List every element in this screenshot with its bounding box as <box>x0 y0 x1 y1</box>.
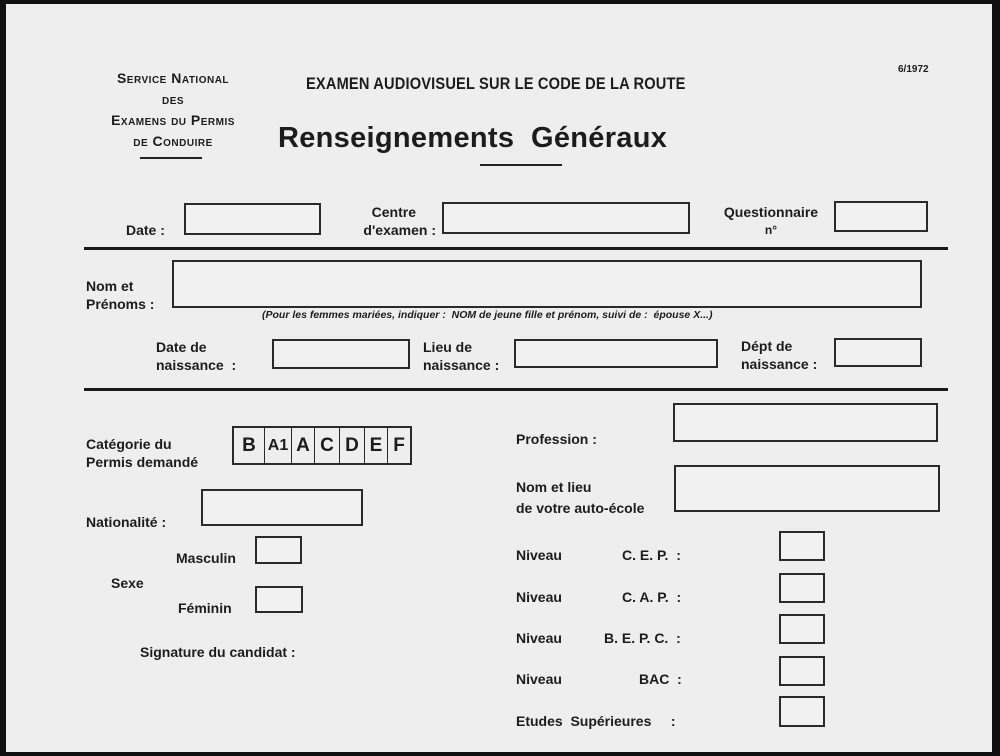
profession-field[interactable] <box>673 403 938 442</box>
nationalite-field[interactable] <box>201 489 363 526</box>
questionnaire-label <box>712 203 830 239</box>
masculin-checkbox[interactable] <box>255 536 302 564</box>
birth-place-field[interactable] <box>514 339 718 368</box>
service-line-1: Service National <box>116 70 230 86</box>
feminin-label: Féminin <box>178 600 232 616</box>
categorie-option-f[interactable]: F <box>393 434 405 456</box>
categorie-option-c[interactable]: C <box>315 428 340 463</box>
birth-date-field[interactable] <box>272 339 410 369</box>
etudes-checkbox[interactable] <box>779 696 825 727</box>
categorie-option-e[interactable]: E <box>365 428 388 463</box>
exam-title: EXAMEN AUDIOVISUEL SUR LE CODE DE LA ROUTE <box>306 74 686 93</box>
niveau-cep-label: C. E. P. : <box>622 547 681 563</box>
divider-1 <box>84 247 948 250</box>
form-reference: 6/1972 <box>898 64 929 75</box>
dept-label-line2: naissance : <box>741 356 818 372</box>
form-title-underline <box>480 164 562 166</box>
dept-field[interactable] <box>834 338 922 367</box>
niveau-bac-label: BAC : <box>639 671 682 687</box>
service-block <box>78 68 268 152</box>
autoecole-label-line1: Nom et lieu <box>516 479 592 495</box>
service-line-2: des <box>161 91 185 107</box>
sexe-label: Sexe <box>111 575 144 591</box>
niveau-bepc-word: Niveau <box>516 630 562 646</box>
niveau-bepc-checkbox[interactable] <box>779 614 825 644</box>
form-page <box>6 4 992 752</box>
nom-label-line1: Nom et <box>86 278 134 294</box>
niveau-bac-word: Niveau <box>516 671 562 687</box>
birth-place-label-line2: naissance : <box>423 357 500 373</box>
date-field[interactable] <box>184 203 321 235</box>
form-title: Renseignements Généraux <box>278 122 668 154</box>
categorie-option-a1[interactable]: A1 <box>265 428 292 463</box>
niveau-cep-word: Niveau <box>516 547 562 563</box>
categorie-option-d[interactable]: D <box>340 428 365 463</box>
centre-label-line1: Centre <box>371 204 416 220</box>
autoecole-label <box>516 477 644 519</box>
date-label: Date : <box>126 222 165 238</box>
divider-2 <box>84 388 948 391</box>
niveau-cap-label: C. A. P. : <box>622 589 682 605</box>
categorie-option-b[interactable]: B <box>234 428 265 463</box>
autoecole-field[interactable] <box>674 465 940 512</box>
dept-label <box>741 337 817 373</box>
categorie-selector <box>232 426 412 465</box>
centre-label <box>336 203 436 239</box>
feminin-checkbox[interactable] <box>255 586 303 613</box>
niveau-cap-checkbox[interactable] <box>779 573 825 603</box>
questionnaire-label-line1: Questionnaire <box>723 204 819 220</box>
niveau-bac-checkbox[interactable] <box>779 656 825 686</box>
centre-label-line2: d'examen : <box>363 222 436 238</box>
signature-label: Signature du candidat : <box>140 644 296 660</box>
dept-label-line1: Dépt de <box>741 338 793 354</box>
birth-date-label-line2: naissance : <box>156 357 237 373</box>
nationalite-label: Nationalité : <box>86 514 167 530</box>
questionnaire-field[interactable] <box>834 201 928 232</box>
categorie-option-a[interactable]: A <box>292 428 315 463</box>
birth-place-label-line1: Lieu de <box>423 339 473 355</box>
niveau-cap-word: Niveau <box>516 589 562 605</box>
birth-date-label-line1: Date de <box>156 339 207 355</box>
categorie-label-line1: Catégorie du <box>86 436 172 452</box>
service-underline <box>140 157 202 159</box>
questionnaire-label-line2: n° <box>764 223 778 237</box>
niveau-bepc-label: B. E. P. C. : <box>604 630 681 646</box>
birth-date-label <box>156 338 236 374</box>
categorie-label-line2: Permis demandé <box>86 454 199 470</box>
nom-label-line2: Prénoms : <box>86 296 155 312</box>
niveau-cep-checkbox[interactable] <box>779 531 825 561</box>
nom-label <box>86 277 154 313</box>
profession-label: Profession : <box>516 431 597 447</box>
etudes-label: Etudes Supérieures : <box>516 713 676 729</box>
categorie-label <box>86 435 198 471</box>
masculin-label: Masculin <box>176 550 236 566</box>
nom-hint: (Pour les femmes mariées, indiquer : NOM de jeune fille et prénom, suivi de : épouse X...) <box>262 309 713 321</box>
service-line-4: de Conduire <box>133 133 213 149</box>
birth-place-label <box>423 338 499 374</box>
service-line-3: Examens du Permis <box>111 112 235 128</box>
centre-examen-field[interactable] <box>442 202 690 234</box>
autoecole-label-line2: de votre auto-école <box>516 500 645 516</box>
nom-prenoms-field[interactable] <box>172 260 922 308</box>
